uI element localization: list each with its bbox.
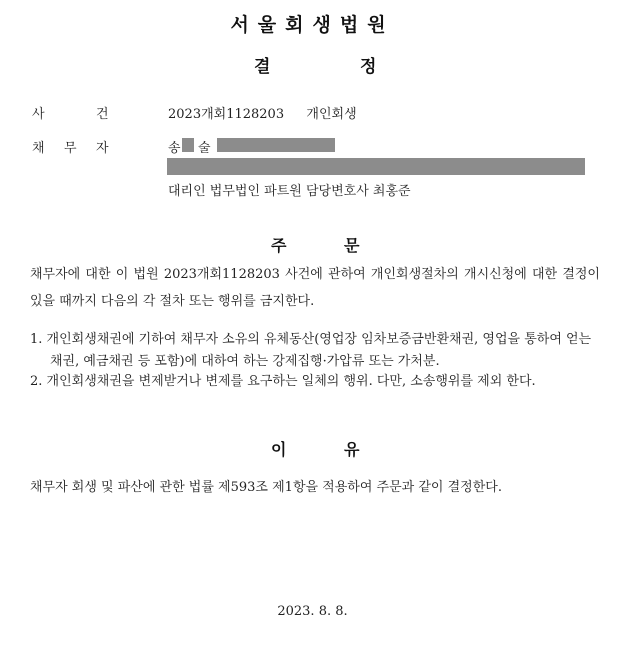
case-label-char-1: 사	[32, 107, 45, 122]
case-number: 2023개회1128203	[168, 107, 285, 122]
debtor-representative: 대리인 법무법인 파트원 담당변호사 최홍준	[168, 184, 411, 199]
case-value	[168, 103, 357, 122]
order-title-char-2: 문	[344, 236, 360, 255]
redacted-name-char	[182, 138, 194, 152]
debtor-name-last-wrap	[198, 137, 211, 156]
doc-type-char-2: 정	[360, 57, 377, 77]
reason-title-char-1: 이	[271, 440, 287, 459]
debtor-name-first: 송	[168, 141, 181, 156]
debtor-name	[168, 137, 181, 156]
redacted-id-number	[217, 138, 335, 152]
court-name: 서울회생법원	[230, 14, 395, 36]
reason-title-char-2: 유	[344, 440, 360, 459]
debtor-label-char-1: 채	[32, 141, 45, 156]
redacted-address	[167, 158, 585, 175]
case-type: 개인회생	[306, 107, 357, 122]
debtor-label-char-3: 자	[96, 141, 109, 156]
order-title-char-1: 주	[271, 236, 287, 255]
order-item-2: 2. 개인회생채권을 변제받거나 변제를 요구하는 일체의 행위. 다만, 소송행위를 제외 한다.	[30, 374, 536, 389]
order-item-1: 1. 개인회생채권에 기하여 채무자 소유의 유체동산(영업장 임차보증금반환채권, 영업을 통하여 얻는 채권, 예금채권 등 포함)에 대하여 하는 강제집행·가압류 또는 가처분.	[30, 332, 592, 369]
decision-date: 2023. 8. 8.	[277, 604, 348, 619]
case-label-char-2: 건	[96, 107, 109, 122]
doc-type-char-1: 결	[254, 57, 271, 77]
debtor-name-last: 술	[198, 141, 211, 156]
order-intro: 채무자에 대한 이 법원 2023개회1128203 사건에 관하여 개인회생절차의 개시신청에 대한 결정이 있을 때까지 다음의 각 절차 또는 행위를 금지한다.	[30, 267, 600, 309]
debtor-label-char-2: 무	[64, 141, 77, 156]
reason-text: 채무자 회생 및 파산에 관한 법률 제593조 제1항을 적용하여 주문과 같이 결정한다.	[30, 480, 502, 495]
